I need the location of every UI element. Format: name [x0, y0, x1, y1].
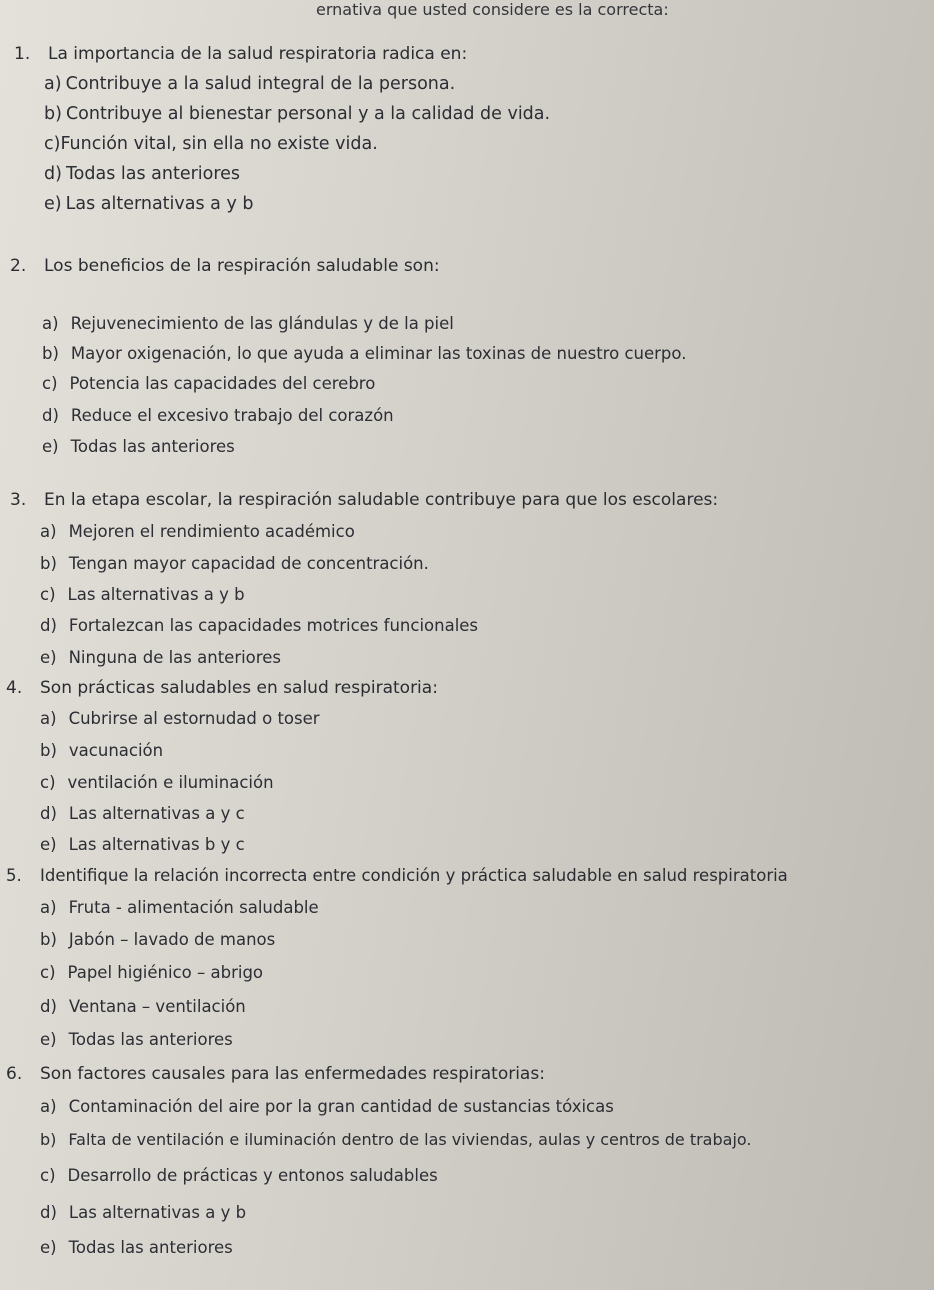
option-letter: d) — [42, 406, 59, 425]
option-text: Las alternativas a y b — [67, 585, 245, 604]
option-5e — [40, 1030, 233, 1049]
option-letter: d) — [40, 1203, 57, 1222]
option-text: Todas las anteriores — [68, 1238, 233, 1257]
question-text: Son factores causales para las enfermedades respiratorias: — [40, 1064, 545, 1084]
option-letter: b) — [44, 104, 62, 124]
option-1e — [44, 194, 253, 214]
option-letter: c) — [40, 1166, 56, 1185]
option-letter: c) — [42, 374, 58, 393]
option-letter: b) — [40, 1130, 57, 1149]
option-2a — [42, 314, 454, 333]
option-text: Mayor oxigenación, lo que ayuda a eliminar las toxinas de nuestro cuerpo. — [70, 344, 687, 363]
option-3a — [40, 522, 355, 541]
option-2c — [42, 374, 375, 393]
option-letter: d) — [44, 164, 62, 184]
question-text: Los beneficios de la respiración saludable son: — [44, 256, 440, 276]
option-letter: e) — [40, 1238, 57, 1257]
option-letter: c) — [40, 773, 56, 792]
option-3b — [40, 554, 429, 573]
option-4c — [40, 773, 274, 792]
question-number: 2. — [10, 256, 27, 276]
option-text: Potencia las capacidades del cerebro — [69, 374, 376, 393]
option-letter: e) — [44, 194, 62, 214]
option-6e — [40, 1238, 233, 1257]
option-letter: e) — [40, 1030, 57, 1049]
option-1d — [44, 164, 240, 184]
option-letter: b) — [40, 930, 57, 949]
option-letter: a) — [42, 314, 59, 333]
option-6c — [40, 1166, 438, 1185]
option-letter: c) — [40, 963, 56, 982]
question-3 — [10, 490, 718, 510]
option-5d — [40, 997, 246, 1016]
instruction-fragment: ernativa que usted considere es la correcta: — [316, 0, 669, 19]
question-text: En la etapa escolar, la respiración saludable contribuye para que los escolares: — [44, 490, 719, 510]
question-text: Identifique la relación incorrecta entre condición y práctica saludable en salud respiratoria — [40, 866, 788, 885]
option-6b — [40, 1130, 751, 1149]
question-4 — [6, 678, 438, 698]
option-letter: e) — [42, 437, 59, 456]
option-text: Contribuye al bienestar personal y a la calidad de vida. — [65, 104, 551, 124]
option-text: Tengan mayor capacidad de concentración. — [68, 554, 429, 573]
option-letter: d) — [40, 997, 57, 1016]
option-text: Las alternativas a y c — [68, 804, 245, 823]
option-5c — [40, 963, 263, 982]
question-number: 5. — [6, 866, 22, 885]
option-letter: d) — [40, 804, 57, 823]
option-text: Contribuye a la salud integral de la persona. — [65, 74, 456, 94]
option-letter: b) — [42, 344, 59, 363]
option-2b — [42, 344, 686, 363]
option-letter: b) — [40, 554, 57, 573]
option-text: Ninguna de las anteriores — [68, 648, 281, 667]
option-letter: a) — [40, 898, 57, 917]
question-number: 4. — [6, 678, 23, 698]
option-text: Fortalezcan las capacidades motrices funcionales — [68, 616, 479, 635]
question-number: 1. — [14, 44, 31, 64]
option-3c — [40, 585, 245, 604]
question-5 — [6, 866, 788, 885]
option-letter: a) — [40, 709, 57, 728]
option-letter: e) — [40, 835, 57, 854]
option-1b — [44, 104, 550, 124]
question-number: 3. — [10, 490, 27, 510]
option-4d — [40, 804, 245, 823]
option-letter: a) — [44, 74, 62, 94]
option-1c — [44, 134, 378, 154]
option-text: Mejoren el rendimiento académico — [68, 522, 355, 541]
question-6 — [6, 1064, 545, 1084]
option-text: ventilación e iluminación — [67, 773, 274, 792]
option-text: vacunación — [68, 741, 164, 760]
option-4b — [40, 741, 163, 760]
option-3e — [40, 648, 281, 667]
question-number: 6. — [6, 1064, 23, 1084]
option-text: Ventana – ventilación — [68, 997, 246, 1016]
option-6a — [40, 1097, 614, 1116]
option-letter: a) — [40, 522, 57, 541]
option-text: Las alternativas a y b — [68, 1203, 247, 1222]
option-2e — [42, 437, 235, 456]
option-text: Todas las anteriores — [68, 1030, 233, 1049]
question-text: Son prácticas saludables en salud respiratoria: — [40, 678, 438, 698]
option-5b — [40, 930, 275, 949]
option-letter: c) — [44, 134, 61, 154]
option-text: Las alternativas b y c — [68, 835, 245, 854]
option-letter: e) — [40, 648, 57, 667]
option-1a — [44, 74, 455, 94]
option-text: Desarrollo de prácticas y entonos saludables — [67, 1166, 438, 1185]
option-text: Todas las anteriores — [65, 164, 241, 184]
option-text: Todas las anteriores — [70, 437, 235, 456]
option-3d — [40, 616, 478, 635]
option-text: Las alternativas a y b — [65, 194, 254, 214]
question-1 — [14, 44, 467, 64]
option-text: Jabón – lavado de manos — [68, 930, 276, 949]
option-text: Falta de ventilación e iluminación dentro de las viviendas, aulas y centros de trabajo. — [68, 1130, 752, 1149]
option-letter: a) — [40, 1097, 57, 1116]
option-2d — [42, 406, 394, 425]
option-letter: d) — [40, 616, 57, 635]
option-text: Reduce el excesivo trabajo del corazón — [70, 406, 394, 425]
option-5a — [40, 898, 319, 917]
option-text: Contaminación del aire por la gran cantidad de sustancias tóxicas — [68, 1097, 614, 1116]
option-letter: c) — [40, 585, 56, 604]
option-4e — [40, 835, 245, 854]
option-text: Rejuvenecimiento de las glándulas y de la piel — [70, 314, 454, 333]
option-text: Cubrirse al estornudad o toser — [68, 709, 320, 728]
question-text: La importancia de la salud respiratoria radica en: — [48, 44, 468, 64]
option-text: Papel higiénico – abrigo — [67, 963, 264, 982]
option-letter: b) — [40, 741, 57, 760]
option-4a — [40, 709, 320, 728]
question-2 — [10, 256, 440, 276]
option-text: Función vital, sin ella no existe vida. — [60, 134, 378, 154]
option-text: Fruta - alimentación saludable — [68, 898, 319, 917]
option-6d — [40, 1203, 246, 1222]
